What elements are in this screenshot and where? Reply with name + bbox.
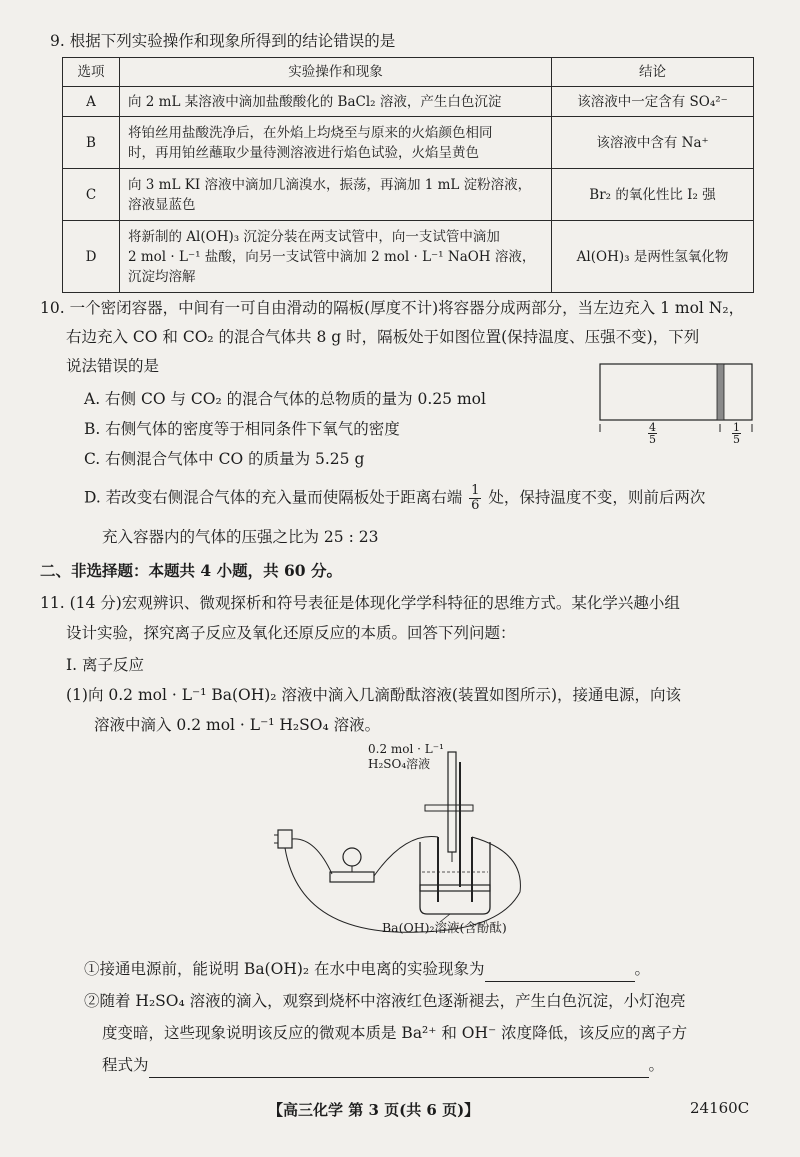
answer-blank-2[interactable]	[149, 1059, 649, 1078]
q10-stem-line2: 右边充入 CO 和 CO₂ 的混合气体共 8 g 时，隔板处于如图位置(保持温度、压强不变)，下列	[66, 328, 700, 346]
op-line: 沉淀均溶解	[128, 268, 196, 285]
sub2-end: 。	[648, 1056, 665, 1074]
op-line: 将铂丝用盐酸洗净后，在外焰上均烧至与原来的火焰颜色相同	[128, 124, 493, 141]
conductivity-apparatus-figure	[270, 742, 540, 944]
q9-table	[62, 57, 754, 293]
op-line: 将新制的 Al(OH)₃ 沉淀分装在两支试管中，向一支试管中滴加	[128, 228, 500, 245]
q10-option-b: B. 右侧气体的密度等于相同条件下氧气的密度	[84, 420, 400, 438]
label-h2so4	[368, 742, 444, 772]
bulb-base	[330, 872, 374, 882]
op-line: 时，再用铂丝蘸取少量待测溶液进行焰色试验，火焰呈黄色	[128, 144, 479, 161]
row-operation	[120, 169, 552, 221]
row-conclusion: Al(OH)₃ 是两性氢氧化物	[552, 221, 754, 293]
power-plug	[278, 830, 292, 848]
q9-stem: 9. 根据下列实验操作和现象所得到的结论错误的是	[50, 32, 396, 50]
op-line: 溶液显蓝色	[128, 196, 196, 213]
option-d-text: D. 若改变右侧混合气体的充入量而使隔板处于距离右端	[84, 488, 463, 507]
q11-stem-line1: 11. (14 分)宏观辨识、微观探析和符号表征是体现化学学科特征的思维方式。某化学兴趣小组	[40, 594, 680, 612]
apparatus-diagram	[270, 742, 540, 944]
row-option: D	[63, 221, 120, 293]
label-baoh2: Ba(OH)₂溶液(含酚酞)	[382, 920, 507, 935]
sub2-text: 程式为	[102, 1056, 149, 1074]
fraction-one-sixth	[469, 484, 481, 513]
q11-p1-line1: (1)向 0.2 mol · L⁻¹ Ba(OH)₂ 溶液中滴入几滴酚酞溶液(装置如图所示)，接通电源，向该	[66, 686, 682, 704]
q11-sub2-line2: 度变暗，这些现象说明该反应的微观本质是 Ba²⁺ 和 OH⁻ 浓度降低，该反应的离子方	[102, 1024, 688, 1042]
header-conclusion: 结论	[552, 58, 754, 87]
fraction-denominator: 5	[733, 433, 740, 446]
fraction-right	[732, 422, 741, 445]
table-row	[63, 221, 754, 293]
burette	[448, 752, 456, 852]
wire-bulb-electrode	[374, 836, 438, 876]
exam-code: 24160C	[690, 1099, 750, 1117]
header-operation: 实验操作和现象	[120, 58, 552, 87]
container-partition-figure	[598, 362, 756, 448]
row-operation	[120, 87, 552, 117]
row-option: A	[63, 87, 120, 117]
q11-part-heading: Ⅰ. 离子反应	[66, 656, 144, 674]
sub1-end: 。	[634, 960, 651, 978]
table-row	[63, 87, 754, 117]
row-conclusion: 该溶液中一定含有 SO₄²⁻	[552, 87, 754, 117]
fraction-numerator: 1	[471, 483, 480, 498]
row-option: C	[63, 169, 120, 221]
q11-stem-line2: 设计实验，探究离子反应及氧化还原反应的本质。回答下列问题：	[66, 624, 516, 642]
label-h2so4-name: H₂SO₄溶液	[368, 757, 431, 771]
row-conclusion: 该溶液中含有 Na⁺	[552, 117, 754, 169]
container-outline	[600, 364, 752, 420]
header-option: 选项	[63, 58, 120, 87]
op-line: 向 2 mL 某溶液中滴加盐酸酸化的 BaCl₂ 溶液，产生白色沉淀	[128, 93, 502, 110]
q10-stem-line1: 10. 一个密闭容器，中间有一可自由滑动的隔板(厚度不计)将容器分成两部分，当左边充入 1 mol N₂，	[40, 299, 745, 317]
q11-sub2-line1: ②随着 H₂SO₄ 溶液的滴入，观察到烧杯中溶液红色逐渐褪去，产生白色沉淀，小灯泡亮	[84, 992, 686, 1010]
label-h2so4-conc: 0.2 mol · L⁻¹	[368, 742, 444, 756]
q10-option-c: C. 右侧混合气体中 CO 的质量为 5.25 g	[84, 450, 365, 468]
row-operation	[120, 221, 552, 293]
op-line: 向 3 mL KI 溶液中滴加几滴溴水，振荡，再滴加 1 mL 淀粉溶液，	[128, 176, 532, 193]
table-row	[63, 169, 754, 221]
wire-plug-bulb	[292, 839, 332, 874]
q11-p1-line2: 溶液中滴入 0.2 mol · L⁻¹ H₂SO₄ 溶液。	[94, 716, 381, 734]
sub1-text: ①接通电源前，能说明 Ba(OH)₂ 在水中电离的实验现象为	[84, 960, 485, 978]
table-row	[63, 117, 754, 169]
q11-sub1	[84, 956, 650, 982]
row-conclusion: Br₂ 的氧化性比 I₂ 强	[552, 169, 754, 221]
q10-option-d	[84, 484, 705, 513]
light-bulb	[343, 848, 361, 866]
table-header-row	[63, 58, 754, 87]
section-two-title: 二、非选择题：本题共 4 小题，共 60 分。	[40, 561, 342, 580]
option-d-text: 处，保持温度不变，则前后两次	[488, 488, 706, 507]
fraction-denominator: 5	[649, 433, 656, 446]
clamp-arm	[425, 805, 473, 811]
fraction-numerator: 1	[733, 421, 740, 434]
partition-plate	[717, 364, 724, 420]
answer-blank-1[interactable]	[485, 963, 635, 982]
page-footer: 【高三化学 第 3 页(共 6 页)】	[268, 1101, 480, 1119]
beaker	[420, 842, 490, 914]
stand-base	[420, 885, 490, 891]
fraction-denominator: 6	[471, 498, 480, 513]
row-operation	[120, 117, 552, 169]
q11-sub2-line3	[102, 1052, 664, 1078]
fraction-left	[648, 422, 657, 445]
op-line: 2 mol · L⁻¹ 盐酸，向另一支试管中滴加 2 mol · L⁻¹ NaOH 溶液，	[128, 248, 536, 265]
row-option: B	[63, 117, 120, 169]
q10-option-a: A. 右侧 CO 与 CO₂ 的混合气体的总物质的量为 0.25 mol	[84, 390, 486, 408]
q10-option-d-line2: 充入容器内的气体的压强之比为 25 : 23	[102, 528, 379, 546]
fraction-numerator: 4	[649, 421, 656, 434]
q10-stem-line3: 说法错误的是	[66, 357, 160, 375]
